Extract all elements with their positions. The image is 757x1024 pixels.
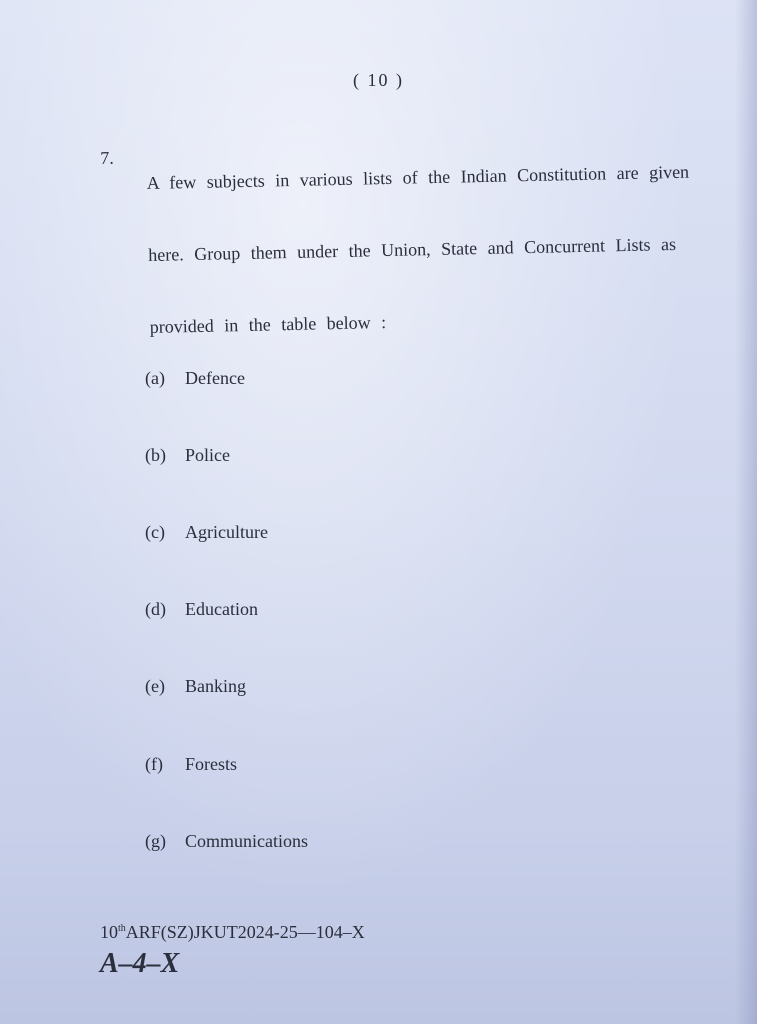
option-a <box>145 368 245 389</box>
option-text: Forests <box>185 754 238 774</box>
option-marker: (e) <box>145 676 165 696</box>
option-d <box>145 599 258 620</box>
option-e <box>145 676 246 697</box>
paper-code-rest: ARF(SZ)JKUT2024-25—104–X <box>125 922 365 942</box>
question-7 <box>100 135 720 337</box>
option-text: Education <box>185 599 258 619</box>
question-line: provided in the table below : <box>149 312 387 337</box>
paper-code-prefix: 10 <box>100 922 118 942</box>
option-marker: (c) <box>145 522 165 542</box>
option-text: Agriculture <box>185 522 268 542</box>
question-line: here. Group them under the Union, State and Concurrent Lists as <box>148 233 677 266</box>
option-marker: (a) <box>145 368 165 388</box>
option-f <box>145 754 237 775</box>
page-number: ( 10 ) <box>353 70 404 90</box>
option-text: Police <box>185 445 230 465</box>
option-c <box>145 522 268 543</box>
option-marker: (b) <box>145 445 166 465</box>
paper-set-label: A–4–X <box>100 948 180 979</box>
question-line: A few subjects in various lists of the Indian Constitution are given <box>146 161 690 194</box>
option-text: Banking <box>185 676 246 696</box>
option-marker: (g) <box>145 831 166 851</box>
question-text <box>146 135 722 363</box>
paper-code <box>100 922 365 943</box>
option-marker: (d) <box>145 599 166 619</box>
option-g <box>145 831 308 852</box>
option-text: Defence <box>185 368 245 388</box>
option-marker: (f) <box>145 754 163 774</box>
option-b <box>145 445 230 466</box>
question-number: 7. <box>100 147 114 168</box>
option-text: Communications <box>185 831 308 851</box>
paper-code-superscript: th <box>118 923 126 934</box>
